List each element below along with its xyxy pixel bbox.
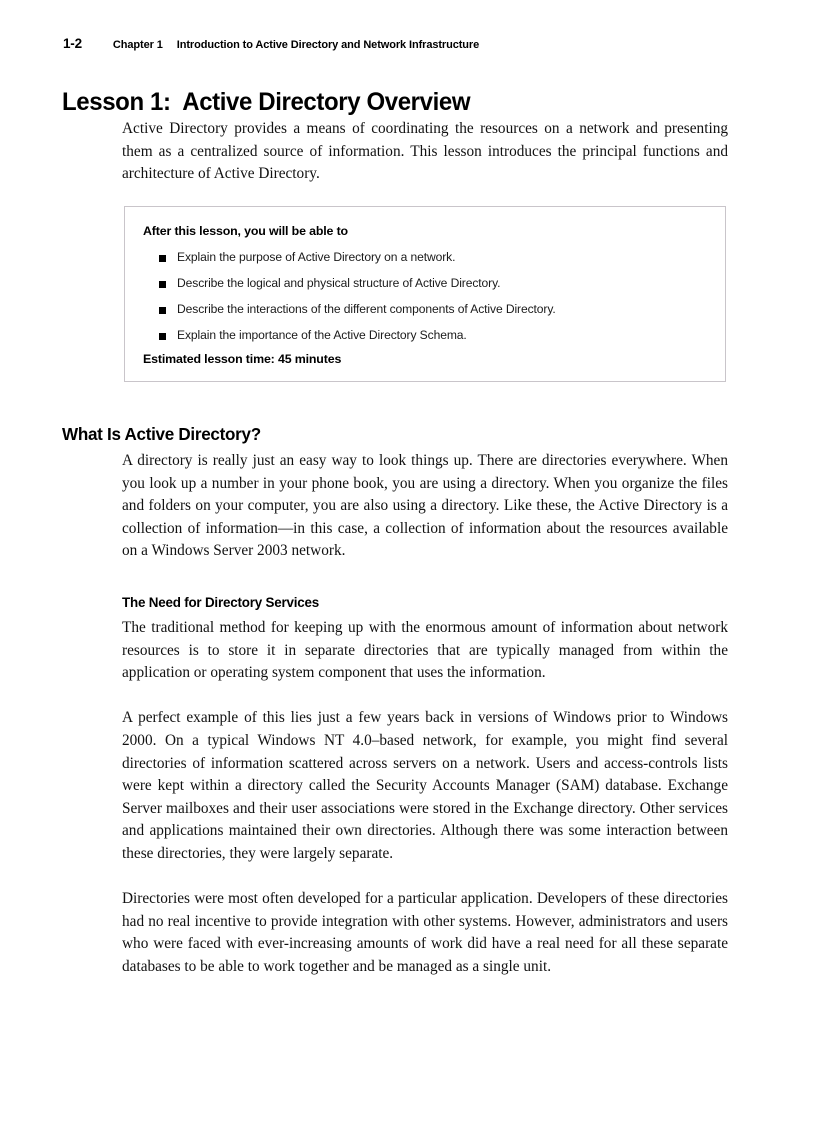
list-item [143,328,703,354]
running-header [63,36,479,51]
subsection-heading-need-for-directory-services: The Need for Directory Services [122,595,319,611]
estimated-lesson-time: Estimated lesson time: 45 minutes [143,352,342,366]
lesson-intro-paragraph: Active Directory provides a means of coordinating the resources on a network and presenting them as a centralized source of information. This lesson introduces the principal functions and architecture of Active Directory. [122,120,728,183]
filled-square-bullet-icon [159,281,166,288]
filled-square-bullet-icon [159,255,166,262]
lesson-intro-block [122,118,728,186]
header-chapter-number: Chapter 1 [112,39,163,51]
subsection-paragraph: The traditional method for keeping up with the enormous amount of information about network resources is to store it in separate directories that are typically managed from within the application or operating system component that uses the information. [122,619,728,682]
objective-text: Explain the importance of the Active Directory Schema. [177,328,467,342]
objective-text: Explain the purpose of Active Directory on a network. [177,250,456,264]
filled-square-bullet-icon [159,333,166,340]
objective-text: Describe the interactions of the different components of Active Directory. [177,302,556,316]
header-chapter-title: Introduction to Active Directory and Network Infrastructure [176,39,480,51]
objectives-heading: After this lesson, you will be able to [143,224,348,238]
section-paragraph: A directory is really just an easy way to look things up. There are directories everywhere. When you look up a number in your phone book, you are using a directory. When you organize the files and folders on your computer, you are also using a directory. Like these, the Active Directory is a collection of information—in this case, a collection of information about the resources available on a Windows Server 2003 network. [122,452,728,560]
subsection-paragraph: A perfect example of this lies just a few years back in versions of Windows prior to Windows 2000. On a typical Windows NT 4.0–based network, for example, you might find several directories of information scattered across servers on a network. Users and access-controls lists were kept within a directory called the Security Accounts Manager (SAM) database. Exchange Server mailboxes and their user associations were stored in the Exchange directory. Other services and applications maintained their own directories. Although there was some interaction between these directories, they were largely separate. [122,709,728,862]
lesson-title: Lesson 1: Active Directory Overview [62,87,471,116]
objective-text: Describe the logical and physical structure of Active Directory. [177,276,501,290]
list-item [143,302,703,328]
subsection-body-block [122,617,728,979]
filled-square-bullet-icon [159,307,166,314]
objectives-box [124,206,726,382]
section-heading-what-is-active-directory: What Is Active Directory? [62,423,261,444]
section-body-block [122,450,728,563]
objectives-list [143,250,703,354]
subsection-paragraph: Directories were most often developed for a particular application. Developers of these directories had no real incentive to provide integration with other systems. However, administrators and users who were faced with ever-increasing amounts of work did have a real need for all these separate databases to be able to work together and be managed as a single unit. [122,890,728,975]
list-item [143,276,703,302]
page-folio: 1-2 [63,36,82,51]
list-item [143,250,703,276]
